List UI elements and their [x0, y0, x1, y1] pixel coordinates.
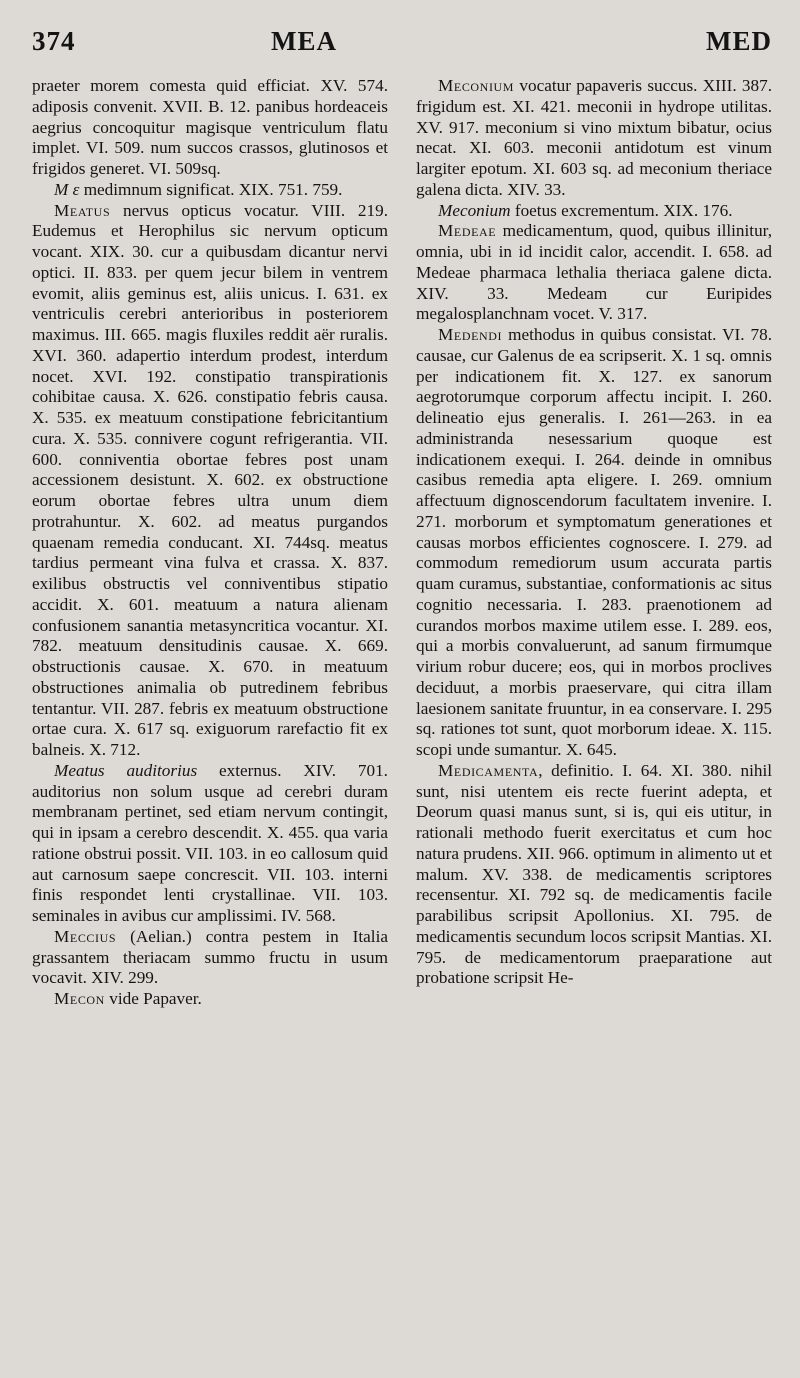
entry-headword: Meatus	[54, 200, 111, 220]
page-header	[32, 26, 772, 76]
text-columns	[32, 76, 772, 1010]
running-head-left: MEA	[271, 26, 337, 56]
entry-text: , definitio. I. 64. XI. 380. nihil sunt, nisi utentem eis recte fuerint adepta, et Deorum quasi manus sunt, si is, qui eis utitur, in rationali methodo fuerit exercitatus et cum hoc natura prudens. XII. 966. optimum in alimento ut et malum. XV. 338. de medicamentis scriptores recensentur. XI. 792 sq. de medicamentis facile parabilibus scripsit Apollonius. XI. 795. de medicamentis secundum locos scripsit Mantias. XI. 795. de medicamentorum praeparatione aut probatione scripsit He-	[416, 760, 772, 988]
entry-text: nervus opticus vocatur. VIII. 219. Eudemus et Herophilus sic nervum opticum vocant. XIX. 30. cur a quibusdam dicantur nervi optici. II. 833. per quem jecur bilem in ventrem evomit, aliis geminus est, aliis unicus. I. 631. ex ventriculis cerebri anterioribus in posteriorem maximus. III. 665. magis fluxiles reddit aër ruralis. XVI. 360. adapertio interdum prodest, interdum nocet. XVI. 192. constipatio transpirationis cohibitae causa. X. 626. constipatio febris causa. X. 535. ex meatuum constipatione febricitantium cura. X. 535. connivere cogunt refrigerantia. VII. 600. conniventia obortae febres post unam accessionem desistunt. X. 602. ex obstructione eorum obortae febres ultra unum diem protrahuntur. X. 602. ad meatus purgandos quaenam remedia conducant. XI. 744sq. meatus tardius permeant vina fulva et crassa. X. 837. exilibus obstructis vel conniventibus stipatio accidit. X. 601. meatuum a natura alienam confusionem sanantia metasyncritica vocantur. XI. 782. meatuum densitudinis causae. X. 669. obstructionis causae. X. 670. in meatuum obstructiones animalia ob putredinem febribus tentantur. VII. 287. febris ex meatuum obstructione ortae cura. X. 617 sq. exiguorum rarefactio fit ex balneis. X. 712.	[32, 200, 388, 759]
right-column	[416, 76, 772, 1010]
entry-text: praeter morem comesta quid efficiat. XV. 574. adiposis convenit. XVII. B. 12. panibus hordeaceis aegrius concoquitur magisque ventriculum flatu implet. VI. 509. num succos crassos, glutinosos et frigidos generet. VI. 509sq.	[32, 76, 388, 178]
index-entry	[32, 201, 388, 761]
index-entry	[32, 761, 388, 927]
entry-text: (Aelian.) contra pestem in Italia grassantem theriacam summo fructu in usum vocavit. XIV. 299.	[32, 926, 388, 988]
running-head-right: MED	[706, 26, 772, 56]
entry-headword: Meconium	[438, 200, 511, 220]
entry-headword: Meconium	[438, 76, 515, 95]
index-entry	[32, 989, 388, 1010]
page-number: 374	[32, 26, 76, 56]
entry-headword: Medendi	[438, 325, 503, 344]
entry-text: methodus in quibus consistat. VI. 78. causae, cur Galenus de ea scripserit. X. 1 sq. omnis per indicationem fit. X. 127. ex sanorum aegrotorumque corporum affectu incipit. I. 260. delineatio ejus generalis. I. 261—263. in ea administranda nesessarium quoque est indicationem exequi. I. 264. deinde in omnibus casibus remedia apta eligere. I. 269. omnium affectuum dignoscendorum facultatem invenire. I. 271. morborum et symptomatum generationes et causas morbos efficientes cognoscere. I. 279. ad commodum remediorum usum accurata partis quam curamus, substantiae, conformationis ac situs cognitio necessaria. I. 283. praenotionem ad curandos morbos maxime utilem esse. I. 289. eos, qui a morbis convaluerunt, ad sanum firmumque virium robur ducere; eos, qui in morbos proclives deciduut, a morbis praeservare, qui citra illam laesionem sanitate fruuntur, in ea conservare. I. 295 sq. rationes tot sunt, quot morborum ideae. X. 115. scopi unde sumantur. X. 645.	[416, 325, 772, 759]
index-entry	[416, 76, 772, 201]
entry-text: medicamentum, quod, quibus illinitur, omnia, ubi in id incidit calor, accendit. I. 658. ad Medeae pharmaca lethalia theriaca galene dicta. XIV. 33. Medeam cur Euripides megalosplanchnam vocet. V. 317.	[416, 221, 772, 324]
index-entry	[32, 927, 388, 989]
entry-text: foetus excrementum. XIX. 176.	[510, 200, 733, 220]
index-entry	[32, 76, 388, 180]
entry-headword: Meatus auditorius	[54, 760, 198, 780]
index-entry	[416, 761, 772, 989]
entry-text: vide Papaver.	[104, 989, 202, 1008]
index-entry	[416, 221, 772, 325]
entry-text: vocatur papaveris succus. XIII. 387. frigidum est. XI. 421. meconii in hydrope utilitas. XV. 917. meconium si vino mixtum bibatur, ocius necat. XI. 603. meconii antidotum est vinum largiter epotum. XI. 603 sq. ad meconium theriace galena dicta. XIV. 33.	[416, 76, 772, 199]
entry-headword: Medeae	[438, 221, 497, 241]
left-column	[32, 76, 388, 1010]
entry-text: medimnum significat. XIX. 751. 759.	[79, 179, 343, 199]
index-entry	[32, 180, 388, 201]
entry-headword: Mecon	[54, 989, 105, 1008]
index-entry	[416, 325, 772, 761]
entry-headword: Meccius	[54, 926, 117, 946]
entry-headword: Μ ε	[54, 179, 80, 199]
index-entry	[416, 201, 772, 222]
entry-headword: Medicamenta	[438, 760, 539, 780]
entry-text: externus. XIV. 701. auditorius non solum usque ad cerebri duram membranam pertinet, sed etiam nervum contingit, qui in ipsam a cerebro descendit. X. 455. qua varia ratione obstrui possit. VII. 103. in eo callosum quid aut carnosum saepe concrescit. VII. 103. interni finis respondet lenti crystallinae. VII. 103. seminales in avibus cur amplissimi. IV. 568.	[32, 760, 388, 925]
